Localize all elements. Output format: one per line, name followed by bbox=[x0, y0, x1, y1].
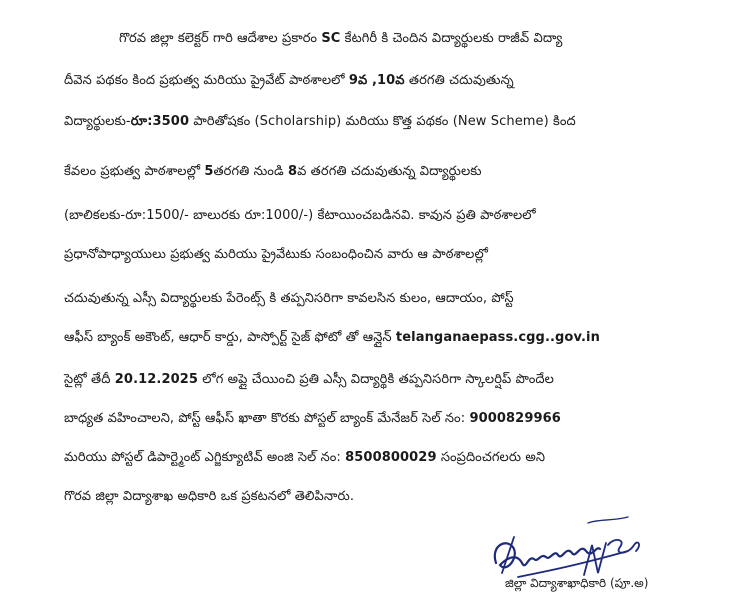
highlight-text: 20.12.2025 bbox=[114, 372, 199, 387]
highlight-text: telanganaepass.cgg..gov.in bbox=[395, 330, 600, 345]
highlight-text: 9000829966 bbox=[469, 411, 561, 426]
line-text: (బాలికలకు-రూ:1500/- బాలురకు రూ:1000/-) కేటాయించబడినవి. కావున ప్రతి పాఠశాలలో bbox=[64, 208, 536, 223]
line-text: గొరవ జిల్లా విద్యాశాఖ అధికారి ఒక ప్రకటనలో తెలిపినారు. bbox=[64, 489, 355, 504]
line-text: ఆఫీస్ బ్యాంక్ అకౌంట్, ఆధార్ కార్డు, పాస్పోర్ట్ సైజ్ ఫోటో తో ఆన్లైన్ bbox=[64, 330, 396, 345]
signer-title: జిల్లా విద్యాశాఖాధికారి (పూ.అ) bbox=[505, 576, 649, 590]
highlight-text: SC bbox=[321, 31, 341, 46]
highlight-text: రూ:3500 bbox=[130, 114, 190, 129]
text-line-1 bbox=[119, 30, 562, 48]
line-text: ప్రధానోపాధ్యాయులు ప్రభుత్వ మరియు ప్రైవేటుకు సంబంధించిన వారు ఆ పాఠశాలల్లో bbox=[64, 247, 488, 262]
line-text: తరగతి చదువుతున్న bbox=[404, 73, 514, 88]
line-text: వ తరగతి చదువుతున్న విద్యార్థులకు bbox=[297, 164, 482, 179]
line-text: దీవెన పథకం కింద ప్రభుత్వ మరియు ప్రైవేట్ పాఠశాలలో bbox=[64, 73, 349, 88]
text-line-11 bbox=[64, 449, 545, 467]
line-text: సంప్రదించగలరు అని bbox=[436, 450, 546, 465]
line-text: తరగతి నుండి bbox=[213, 164, 288, 179]
line-text: గొరవ జిల్లా కలెక్టర్ గారి ఆదేశాల ప్రకారం bbox=[119, 31, 322, 46]
line-text: చదువుతున్న ఎస్సీ విద్యార్థులకు పేరెంట్స్ కి తప్పనిసరిగా కావలసిన కులం, ఆదాయం, పోస్ట్ bbox=[64, 291, 514, 306]
text-line-5 bbox=[64, 207, 536, 225]
line-text: సైట్లో తేదీ bbox=[64, 372, 115, 387]
highlight-text: 9వ ,10వ bbox=[348, 73, 405, 88]
text-line-4 bbox=[64, 163, 482, 181]
line-text: లోగ అప్లై చేయించి ప్రతి ఎస్సీ విద్యార్థికి తప్పనిసరిగా స్కాలర్షిప్ పొందేల bbox=[198, 372, 555, 387]
line-text: బాధ్యత వహించాలని, పోస్ట్ ఆఫీస్ ఖాతా కొరకు పోస్టల్ బ్యాంక్ మేనేజర్ సెల్ నం: bbox=[64, 411, 470, 426]
text-line-10 bbox=[64, 410, 561, 428]
text-line-6 bbox=[64, 246, 488, 264]
line-text: కేవలం ప్రభుత్వ పాఠశాలల్లో bbox=[64, 164, 205, 179]
highlight-text: 5 bbox=[204, 164, 214, 179]
text-line-8 bbox=[64, 329, 600, 347]
line-text: మరియు పోస్టల్ డిపార్ట్మెంట్ ఎగ్జిక్యూటివ్ అంజి సెల్ నం: bbox=[64, 450, 346, 465]
text-line-12 bbox=[64, 488, 354, 506]
text-line-9 bbox=[64, 371, 554, 389]
line-text: పారితోషకం (Scholarship) మరియు కొత్త పథకం (New Scheme) కింద bbox=[189, 114, 576, 129]
text-line-2 bbox=[64, 72, 514, 90]
text-line-3 bbox=[64, 113, 576, 131]
highlight-text: 8500800029 bbox=[345, 450, 437, 465]
line-text: కేటగిరీ కి చెందిన విద్యార్థులకు రాజీవ్ విద్యా bbox=[340, 31, 563, 46]
line-text: విద్యార్థులకు- bbox=[64, 114, 131, 129]
highlight-text: 8 bbox=[287, 164, 298, 179]
text-line-7 bbox=[64, 290, 514, 308]
